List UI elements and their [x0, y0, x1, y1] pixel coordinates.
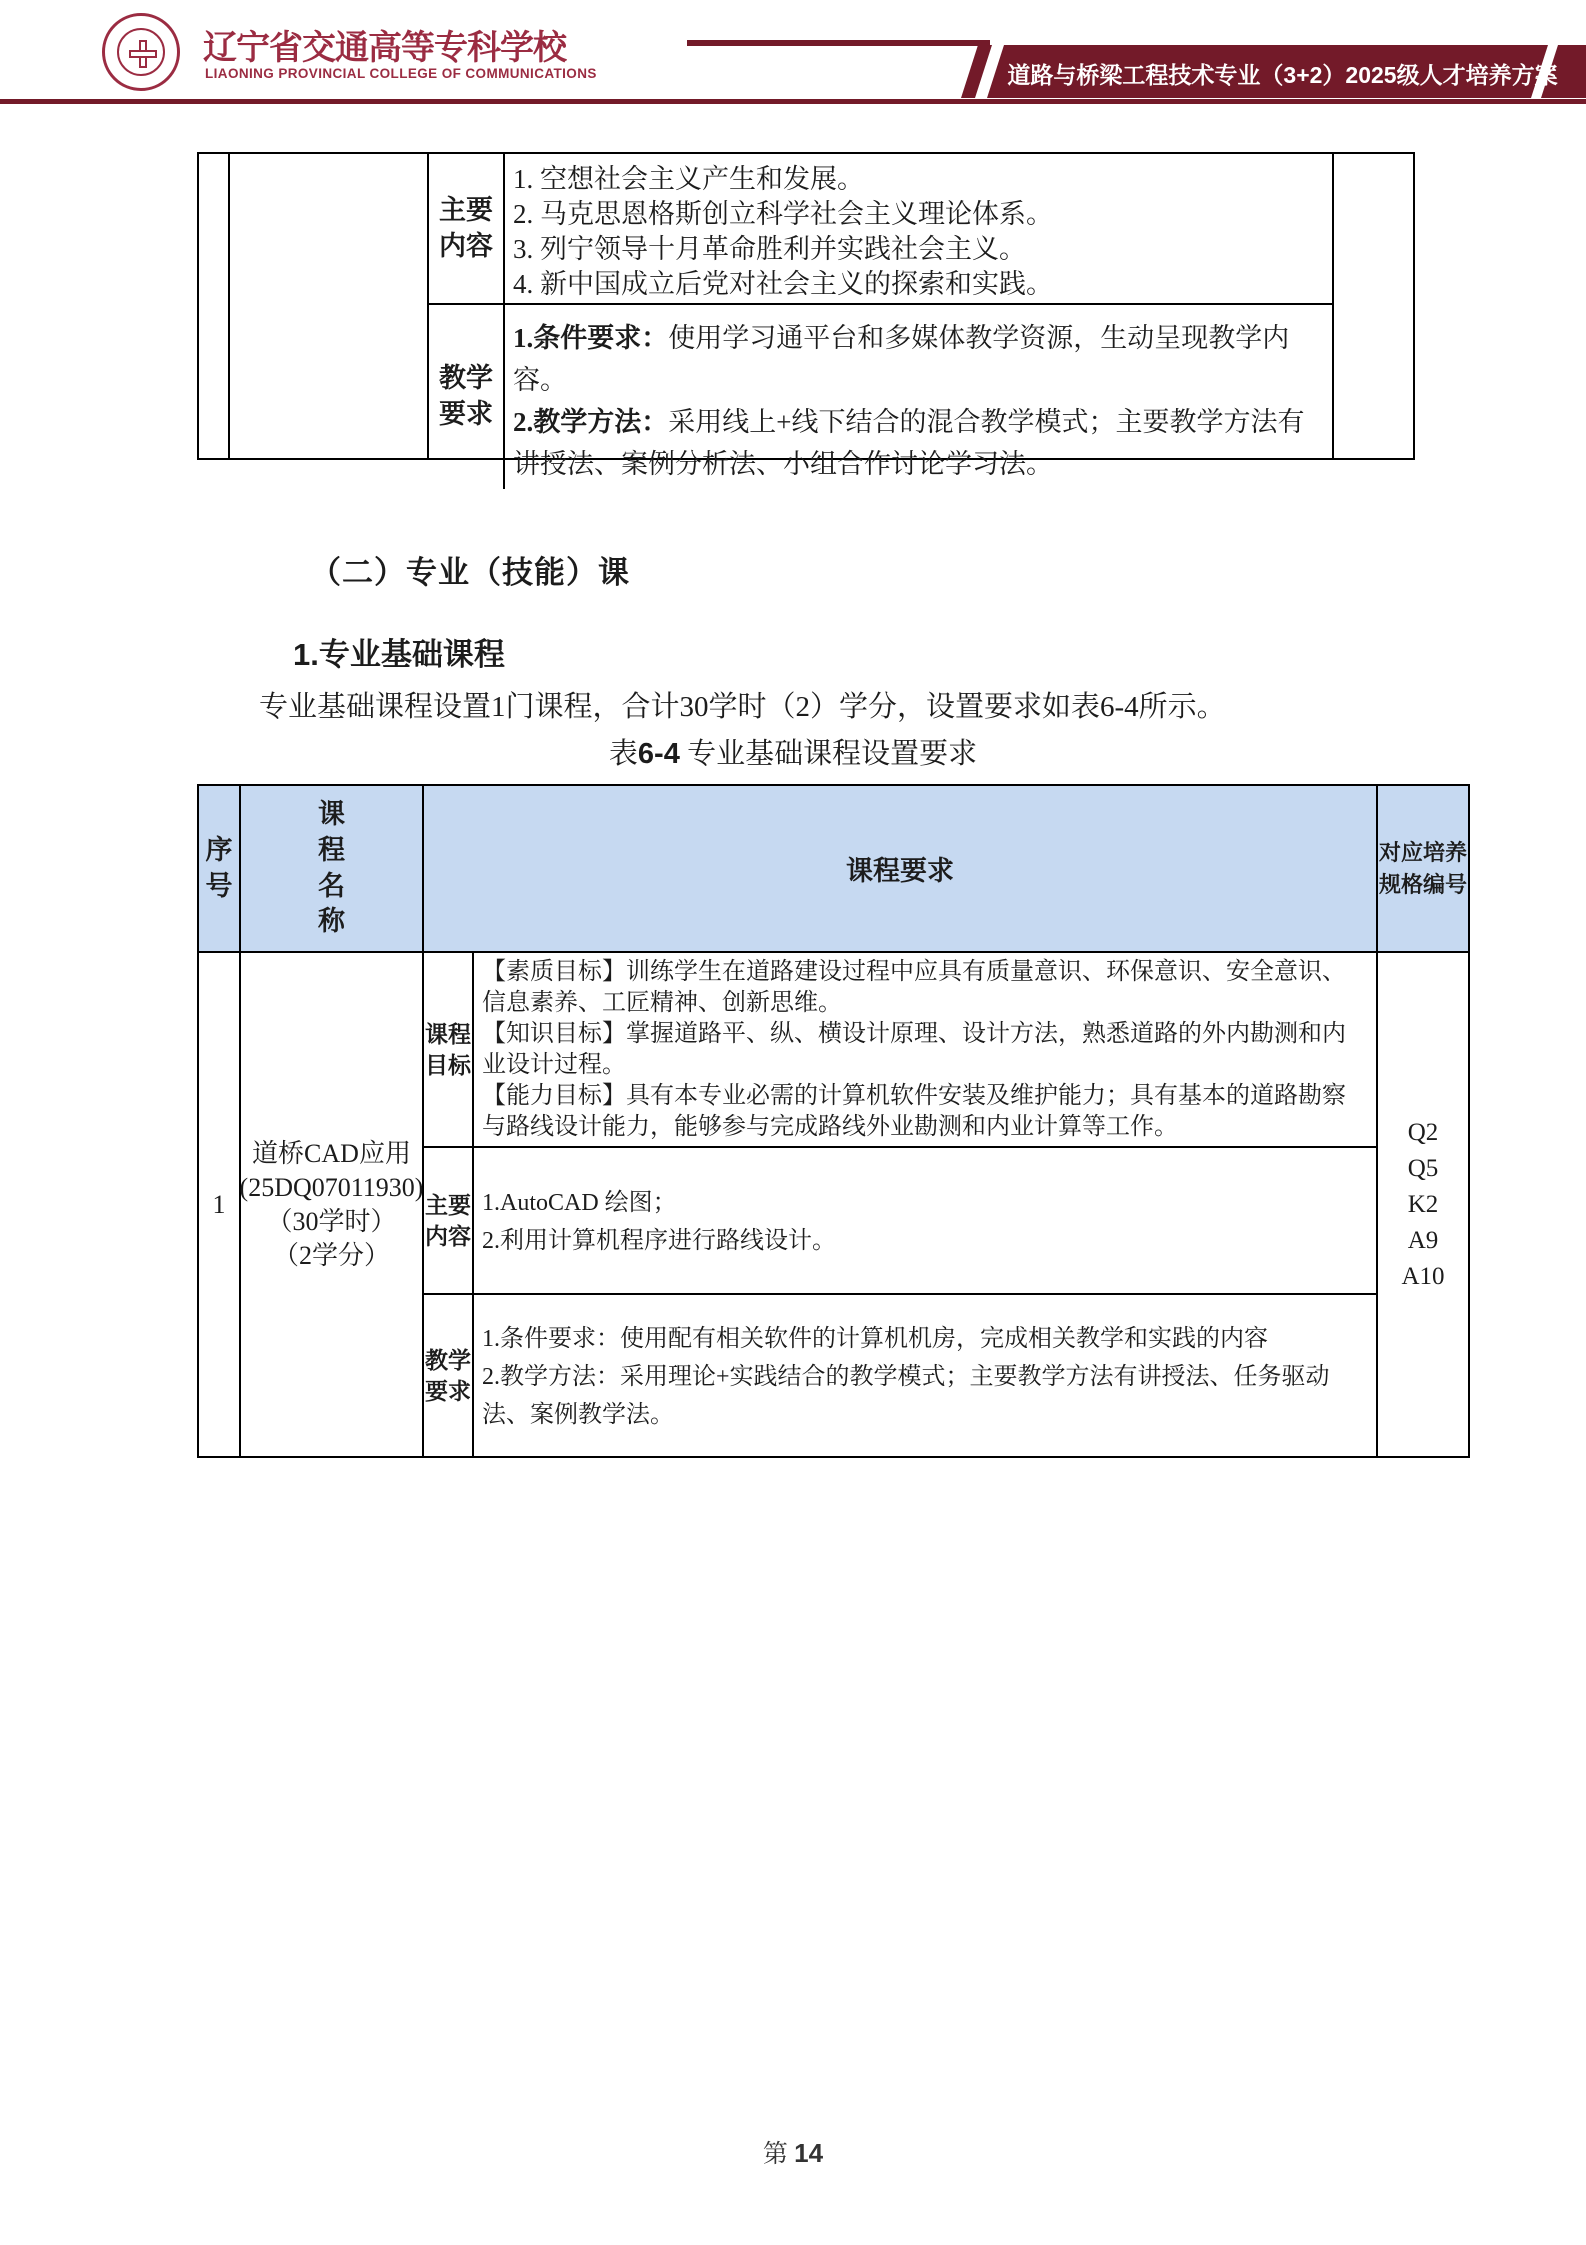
- school-name-chinese: 辽宁省交通高等专科学校: [203, 30, 566, 67]
- subrow-course-goals: [424, 953, 1376, 1148]
- school-logo-inner-ring: [117, 28, 165, 76]
- content-line: 4. 新中国成立后党对社会主义的探索和实践。: [513, 269, 1053, 299]
- goal-paragraph: 【知识目标】掌握道路平、纵、横设计原理、设计方法，熟悉道路的外内勘测和内业设计过程。: [482, 1021, 1346, 1078]
- row-label-teaching-requirements: 教学要求: [429, 305, 505, 489]
- table-body-row: [199, 953, 1468, 1456]
- main-content-cell: [505, 154, 1332, 303]
- goal-paragraph: 【能力目标】具有本专业必需的计算机软件安装及维护能力；具有基本的道路勘察与路线设计能力，能够参与完成路线外业勘测和内业计算等工作。: [482, 1083, 1346, 1140]
- goal-paragraph: 【素质目标】训练学生在道路建设过程中应具有质量意识、环保意识、安全意识、信息素养、工匠精神、创新思维。: [482, 959, 1346, 1016]
- content-line: 1.条件要求：使用配有相关软件的计算机机房，完成相关教学和实践的内容: [482, 1325, 1268, 1352]
- table-caption: 表6-4 专业基础课程设置要求: [608, 738, 978, 770]
- table-col-course-empty: [230, 154, 429, 458]
- basic-course-table: [197, 784, 1470, 1458]
- table-row-teaching-requirements: [429, 305, 1332, 489]
- document-title-banner: 道路与桥梁工程技术专业（3+2）2025级人才培养方案: [1007, 62, 1558, 88]
- table-col-index-empty: [199, 154, 230, 458]
- subrow-teaching-requirements: [424, 1295, 1376, 1456]
- page-number: 14: [794, 2138, 824, 2168]
- section-subheading: 1.专业基础课程: [293, 637, 505, 672]
- header-col-spec-codes: 对应培养 规格编号: [1378, 839, 1467, 897]
- course-goals-content: [474, 953, 1376, 1146]
- school-logo-emblem: [129, 50, 157, 58]
- teaching-requirements-content: [474, 1295, 1376, 1456]
- spec-code: K2: [1407, 1190, 1439, 1218]
- intro-paragraph: 专业基础课程设置1门课程，合计30学时（2）学分，设置要求如表6-4所示。: [259, 691, 1226, 723]
- table-header-row: [199, 786, 1468, 953]
- content-line: 1.条件要求：使用学习通平台和多媒体教学资源，生动呈现教学内容。: [513, 323, 1290, 395]
- content-line: 2.利用计算机程序进行路线设计。: [482, 1227, 836, 1254]
- main-content-content: [474, 1148, 1376, 1293]
- course-name-line: (25DQ07011930): [239, 1172, 424, 1202]
- course-name-line: （30学时）: [266, 1206, 397, 1236]
- cell-course-name: [241, 953, 424, 1456]
- subrow-label-course-goals: 课程目标: [424, 953, 474, 1146]
- content-line: 1. 空想社会主义产生和发展。: [513, 164, 864, 194]
- page-number-prefix: 第: [762, 2141, 788, 2168]
- spec-code: Q2: [1407, 1118, 1439, 1146]
- header-col-index: 序号: [199, 786, 241, 951]
- header-col-course-name: 课程名称: [241, 786, 424, 951]
- continued-course-table: [197, 152, 1415, 479]
- content-line: 2.教学方法：采用线上+线下结合的混合教学模式；主要教学方法有讲授法、案例分析法、小组合作讨论学习法。: [513, 407, 1305, 479]
- cell-requirements: [424, 953, 1378, 1456]
- content-line: 2. 马克思恩格斯创立科学社会主义理论体系。: [513, 199, 1053, 229]
- cell-index: 1: [199, 953, 241, 1456]
- cell-spec-codes: [1378, 953, 1468, 1456]
- subrow-label-teaching-requirements: 教学要求: [424, 1295, 474, 1456]
- row-label-main-content: 主要内容: [429, 154, 505, 303]
- section-heading: （二）专业（技能）课: [310, 555, 630, 590]
- table-col-spec-empty: [1332, 154, 1413, 458]
- spec-code: A10: [1401, 1262, 1445, 1290]
- course-name-line: 道桥CAD应用: [252, 1138, 411, 1168]
- spec-code: Q5: [1407, 1154, 1439, 1182]
- school-logo-icon: [102, 13, 180, 91]
- school-name-english: LIAONING PROVINCIAL COLLEGE OF COMMUNICATIONS: [205, 66, 597, 81]
- subrow-label-main-content: 主要内容: [424, 1148, 474, 1293]
- page-footer: [0, 2134, 1586, 2170]
- header-col-requirements: 课程要求: [424, 786, 1378, 951]
- table-requirements-area: [429, 154, 1332, 479]
- course-name-line: （2学分）: [272, 1240, 390, 1270]
- content-line: 3. 列宁领导十月革命胜利并实践社会主义。: [513, 234, 1026, 264]
- content-line: 1.AutoCAD 绘图；: [482, 1189, 677, 1216]
- teaching-requirements-cell: [505, 305, 1332, 489]
- spec-code: A9: [1407, 1226, 1439, 1254]
- table-row-main-content: [429, 154, 1332, 305]
- content-line: 2.教学方法：采用理论+实践结合的教学模式；主要教学方法有讲授法、任务驱动法、案例教学法。: [482, 1363, 1330, 1428]
- subrow-main-content: [424, 1148, 1376, 1295]
